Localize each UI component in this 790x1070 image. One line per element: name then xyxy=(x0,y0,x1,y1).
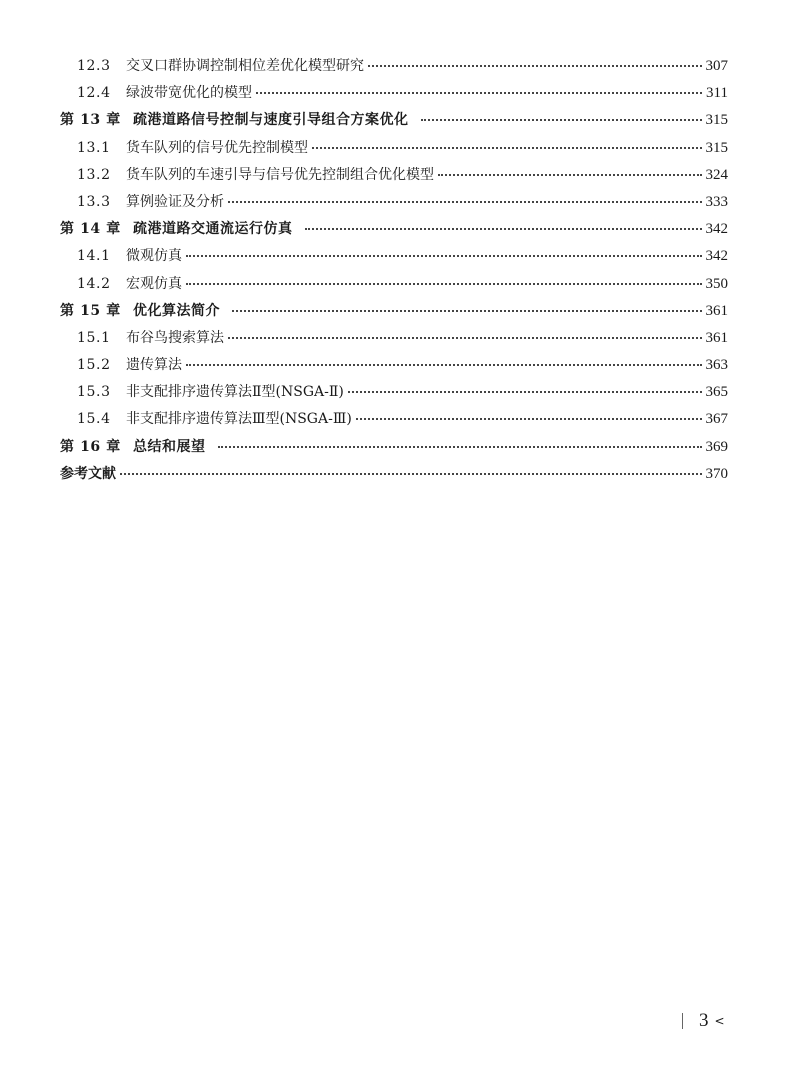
toc-entry-15-2[interactable] xyxy=(60,352,728,379)
section-title: 绿波带宽优化的模型 xyxy=(126,85,252,102)
dot-leader xyxy=(186,255,702,257)
page-number: 333 xyxy=(705,193,728,210)
dot-leader xyxy=(356,418,702,420)
toc-chapter-16[interactable] xyxy=(60,434,728,461)
section-title: 非支配排序遗传算法Ⅱ型(NSGA-Ⅱ) xyxy=(126,384,344,401)
page-footer xyxy=(682,1010,725,1032)
chapter-number: 第 16 章 xyxy=(60,438,121,455)
section-number: 14.1 xyxy=(77,248,111,265)
dot-leader xyxy=(368,65,702,67)
section-number: 13.2 xyxy=(77,166,111,183)
page-number: 315 xyxy=(705,139,728,156)
section-title: 遗传算法 xyxy=(126,357,182,374)
toc-chapter-14[interactable] xyxy=(60,216,728,243)
toc-chapter-15[interactable] xyxy=(60,298,728,325)
page-number: 363 xyxy=(705,357,728,374)
dot-leader xyxy=(421,119,702,121)
page-number: 350 xyxy=(705,275,728,292)
page-number: 342 xyxy=(705,221,728,238)
section-number: 13.3 xyxy=(77,193,111,210)
section-number: 15.2 xyxy=(77,357,111,374)
chapter-title: 疏港道路信号控制与速度引导组合方案优化 xyxy=(133,112,409,129)
chapter-title: 优化算法简介 xyxy=(133,302,220,319)
section-number: 14.2 xyxy=(77,275,111,292)
page-number: 370 xyxy=(705,465,728,482)
section-title: 交叉口群协调控制相位差优化模型研究 xyxy=(126,58,364,74)
chapter-title: 疏港道路交通流运行仿真 xyxy=(133,221,293,238)
footer-page-number: 3 xyxy=(699,1010,709,1031)
page-number: 365 xyxy=(705,384,728,401)
page-number: 307 xyxy=(705,58,728,74)
toc-entry-14-1[interactable] xyxy=(60,243,728,270)
dot-leader xyxy=(312,147,702,149)
section-number: 15.3 xyxy=(77,384,111,401)
page-number: 342 xyxy=(705,248,728,265)
toc-entry-12-3[interactable] xyxy=(60,53,728,80)
toc-entry-15-4[interactable] xyxy=(60,406,728,433)
chapter-number: 第 15 章 xyxy=(60,302,121,319)
chapter-title: 总结和展望 xyxy=(133,438,206,455)
footer-divider xyxy=(682,1013,683,1029)
toc-entry-12-4[interactable] xyxy=(60,80,728,107)
section-title: 货车队列的信号优先控制模型 xyxy=(126,139,308,156)
section-title: 货车队列的车速引导与信号优先控制组合优化模型 xyxy=(126,166,434,183)
section-title: 微观仿真 xyxy=(126,248,182,265)
section-number: 15.4 xyxy=(77,411,111,428)
section-title: 算例验证及分析 xyxy=(126,193,224,210)
dot-leader xyxy=(348,391,702,393)
dot-leader xyxy=(218,446,702,448)
toc-entry-15-1[interactable] xyxy=(60,325,728,352)
dot-leader xyxy=(305,228,702,230)
page-number: 369 xyxy=(705,438,728,455)
dot-leader xyxy=(186,283,702,285)
page-number: 324 xyxy=(705,166,728,183)
section-number: 13.1 xyxy=(77,139,111,156)
toc-entry-13-1[interactable] xyxy=(60,135,728,162)
dot-leader xyxy=(228,337,702,339)
page-number: 361 xyxy=(705,329,728,346)
toc-entry-15-3[interactable] xyxy=(60,379,728,406)
chapter-number: 第 13 章 xyxy=(60,112,121,129)
toc-entry-13-2[interactable] xyxy=(60,162,728,189)
dot-leader xyxy=(256,92,702,94)
toc-entry-13-3[interactable] xyxy=(60,189,728,216)
section-title: 布谷鸟搜索算法 xyxy=(126,329,224,346)
chapter-number: 第 14 章 xyxy=(60,221,121,238)
section-title: 宏观仿真 xyxy=(126,275,182,292)
section-number: 15.1 xyxy=(77,329,111,346)
toc-references[interactable] xyxy=(60,461,728,488)
toc-chapter-13[interactable] xyxy=(60,107,728,134)
dot-leader xyxy=(438,174,702,176)
dot-leader xyxy=(232,310,702,312)
left-arrow-icon: < xyxy=(714,1014,725,1028)
references-title: 参考文献 xyxy=(60,465,116,482)
dot-leader xyxy=(228,201,702,203)
dot-leader xyxy=(186,364,702,366)
dot-leader xyxy=(120,473,702,475)
table-of-contents xyxy=(60,53,728,488)
page-number: 315 xyxy=(705,112,728,129)
section-number: 12.3 xyxy=(77,58,111,74)
section-title: 非支配排序遗传算法Ⅲ型(NSGA-Ⅲ) xyxy=(126,411,352,428)
page-number: 361 xyxy=(705,302,728,319)
page-number: 367 xyxy=(705,411,728,428)
section-number: 12.4 xyxy=(77,85,111,102)
toc-entry-14-2[interactable] xyxy=(60,271,728,298)
page-number: 311 xyxy=(706,85,728,102)
